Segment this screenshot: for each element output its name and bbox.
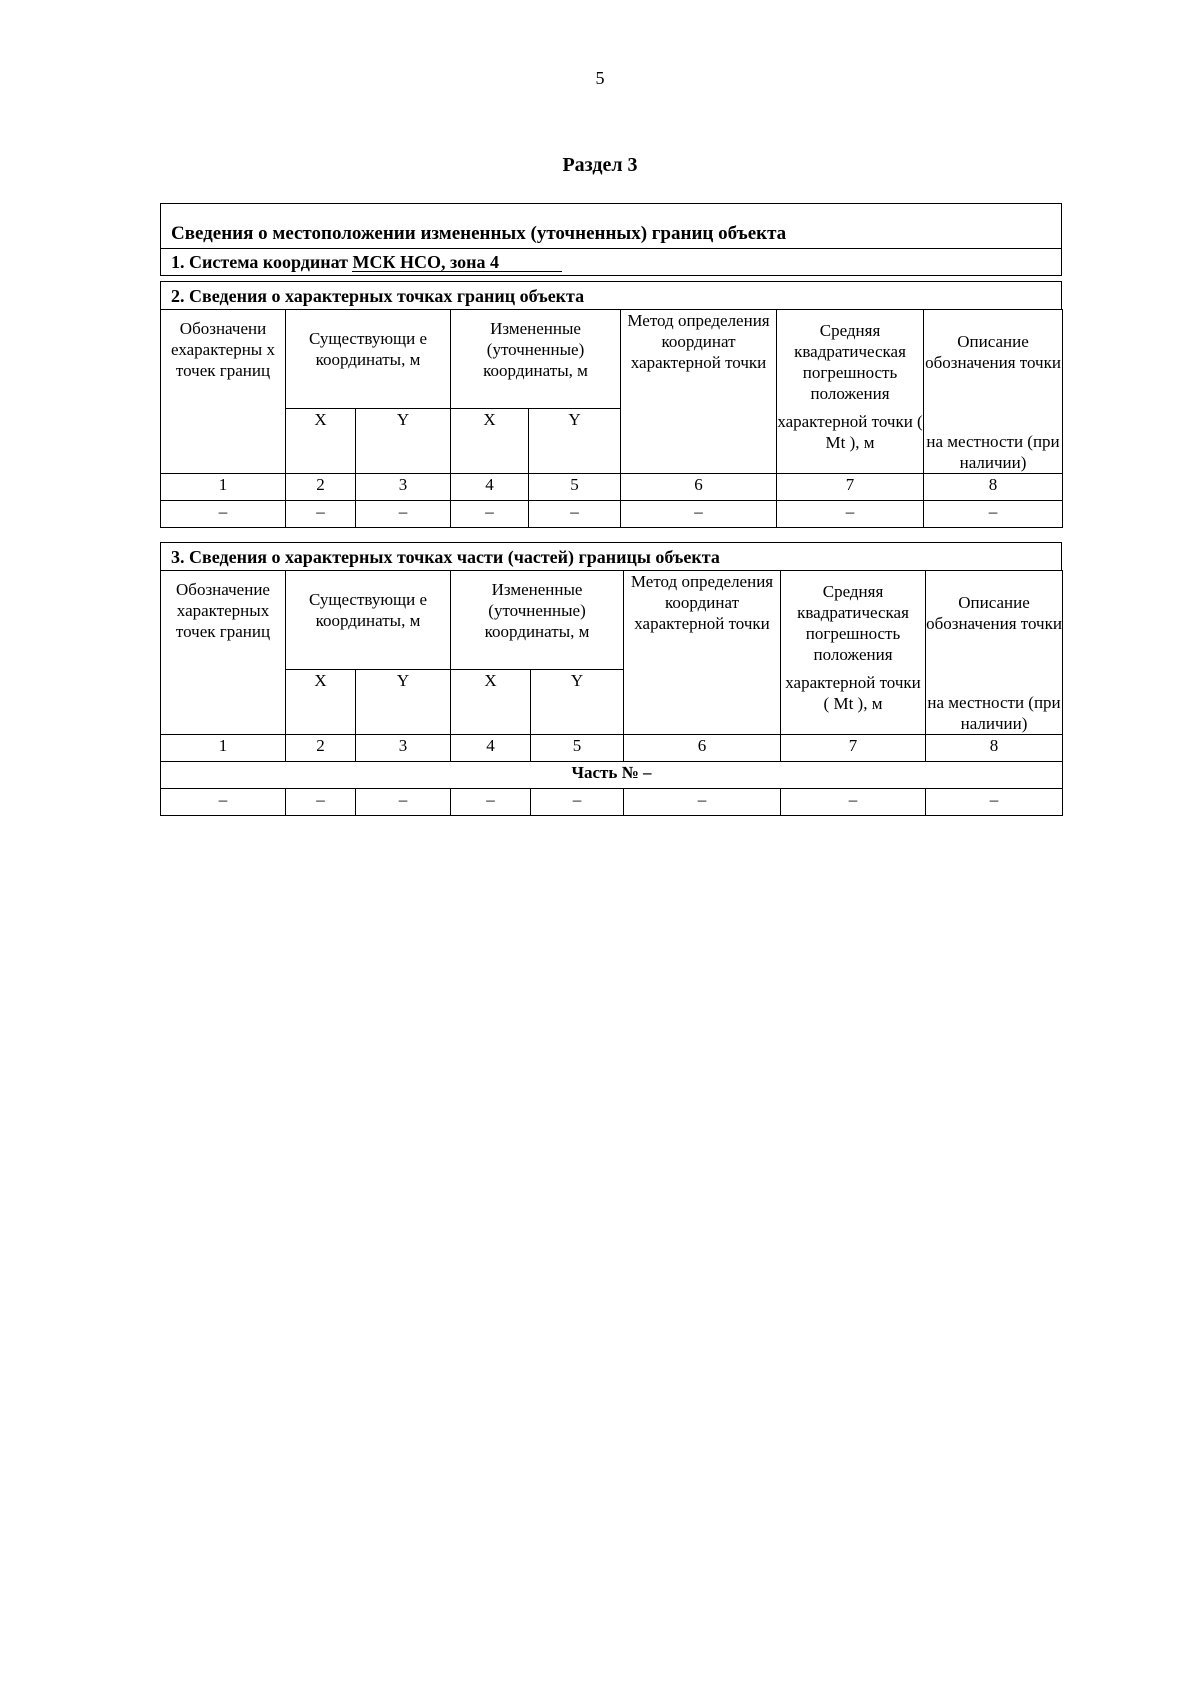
table-cell: –	[161, 789, 286, 816]
part3-col-number: 6	[624, 735, 781, 762]
part2-col-number: 6	[621, 474, 777, 501]
table-cell: –	[451, 501, 529, 528]
table-cell: –	[777, 501, 924, 528]
part2-col-number: 2	[286, 474, 356, 501]
part3-col-number: 4	[451, 735, 531, 762]
table-cell: –	[356, 501, 451, 528]
part2-sub-changed-y: Y	[529, 409, 621, 474]
part2-col-point-designation: Обозначени ехарактерны х точек границ	[161, 310, 286, 474]
part3-sub-changed-y: Y	[531, 670, 624, 735]
part2-col-method: Метод определения координат характерной точки	[621, 310, 777, 474]
table-cell: –	[356, 789, 451, 816]
part2-sub-existing-y: Y	[356, 409, 451, 474]
part3-col-error: Средняя квадратическая погрешность положения характерной точки ( Mt ), м	[781, 571, 926, 735]
part2-col-number: 3	[356, 474, 451, 501]
table-cell: –	[621, 501, 777, 528]
part3-col-number: 8	[926, 735, 1063, 762]
part3-col-number: 7	[781, 735, 926, 762]
part3-heading-box	[160, 542, 1062, 570]
part3-col-number: 5	[531, 735, 624, 762]
part2-col-number: 5	[529, 474, 621, 501]
main-heading-box	[160, 203, 1062, 248]
part3-col-description: Описание обозначения точки на местности (при наличии)	[926, 571, 1063, 735]
part3-col-method: Метод определения координат характерной точки	[624, 571, 781, 735]
part3-part-row	[161, 762, 1063, 789]
coord-system-label: 1. Система координат	[171, 252, 348, 272]
page-number: 5	[595, 68, 605, 88]
table-cell: –	[529, 501, 621, 528]
part2-sub-existing-x: X	[286, 409, 356, 474]
part2-col-error: Средняя квадратическая погрешность положения характерной точки ( Mt ), м	[777, 310, 924, 474]
coord-system-box	[160, 248, 1062, 276]
table-cell: –	[286, 501, 356, 528]
part2-heading-box	[160, 281, 1062, 309]
part2-col-existing-coords: Существующи е координаты, м	[286, 310, 451, 409]
table-row	[161, 501, 1063, 528]
part2-table	[160, 309, 1063, 528]
table-cell: –	[924, 501, 1063, 528]
section-title: Раздел 3	[562, 154, 638, 176]
part3-col-number: 3	[356, 735, 451, 762]
part3-col-number: 1	[161, 735, 286, 762]
part3-col-existing-coords: Существующи е координаты, м	[286, 571, 451, 670]
part3-part-label: Часть № –	[161, 762, 1063, 789]
part3-heading: 3. Сведения о характерных точках части (частей) границы объекта	[171, 547, 720, 567]
part3-table	[160, 570, 1063, 816]
coord-system-line	[171, 252, 562, 273]
part2-col-number: 7	[777, 474, 924, 501]
part3-col-changed-coords: Измененные (уточненные) координаты, м	[451, 571, 624, 670]
part3-sub-changed-x: X	[451, 670, 531, 735]
table-cell: –	[624, 789, 781, 816]
part2-col-number: 4	[451, 474, 529, 501]
main-heading: Сведения о местоположении измененных (уточненных) границ объекта	[171, 223, 787, 244]
table-cell: –	[926, 789, 1063, 816]
part2-sub-changed-x: X	[451, 409, 529, 474]
part2-col-description: Описание обозначения точки на местности (при наличии)	[924, 310, 1063, 474]
part3-sub-existing-x: X	[286, 670, 356, 735]
part2-heading: 2. Сведения о характерных точках границ объекта	[171, 286, 585, 306]
part3-col-number: 2	[286, 735, 356, 762]
table-cell: –	[286, 789, 356, 816]
part2-col-number: 1	[161, 474, 286, 501]
table-cell: –	[161, 501, 286, 528]
table-cell: –	[531, 789, 624, 816]
part2-col-changed-coords: Измененные (уточненные) координаты, м	[451, 310, 621, 409]
table-cell: –	[781, 789, 926, 816]
table-cell: –	[451, 789, 531, 816]
part2-col-number: 8	[924, 474, 1063, 501]
part3-col-point-designation: Обозначение характерных точек границ	[161, 571, 286, 735]
coord-system-value: МСК НСО, зона 4	[352, 253, 562, 272]
table-row	[161, 789, 1063, 816]
part3-sub-existing-y: Y	[356, 670, 451, 735]
